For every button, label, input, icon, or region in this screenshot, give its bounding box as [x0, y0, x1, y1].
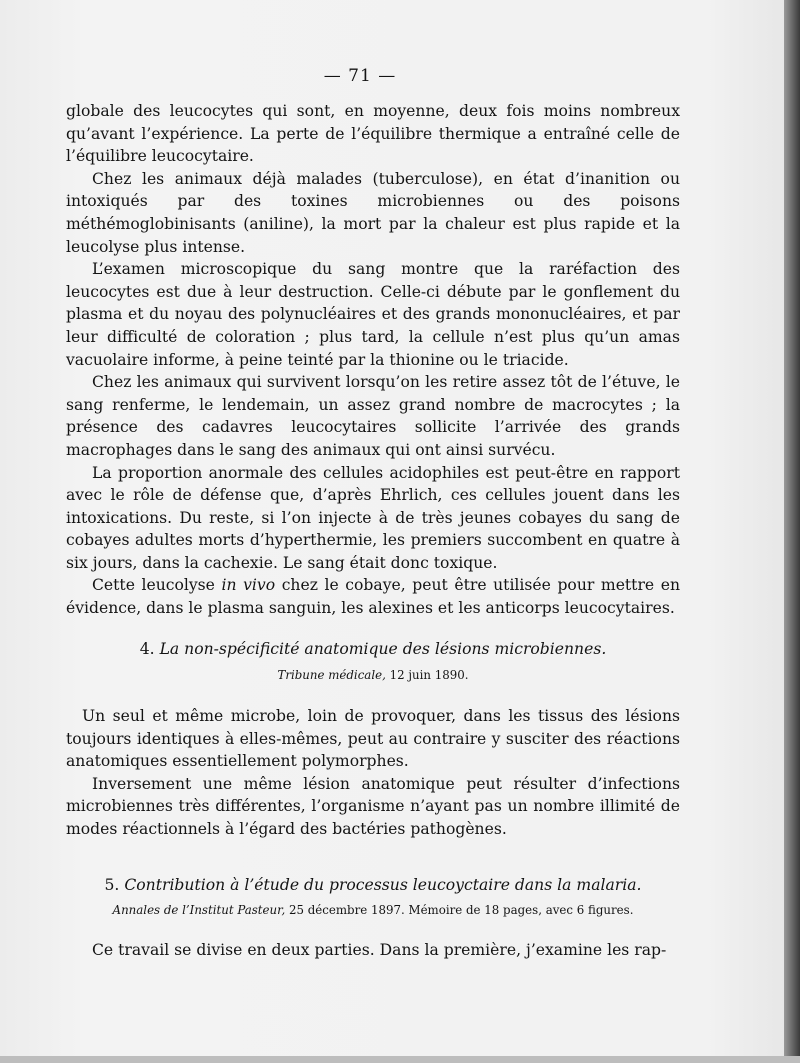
paragraph-work-division: Ce travail se divise en deux parties. Dans la première, j’examine les rap-	[92, 941, 667, 959]
page-bottom-edge	[0, 1056, 800, 1063]
body-text-section-4	[66, 705, 680, 841]
section-5-title: Contribution à l’étude du processus leucoyctaire dans la malaria.	[124, 876, 642, 894]
paragraph-leucolyse	[66, 574, 680, 619]
paragraph-sick-animals: Chez les animaux déjà malades (tuberculose), en état d’inanition ou intoxiqués par des toxines microbiennes ou des poisons méthémoglobinisants (aniline), la mort par la chaleur est plus rapide et la leucolyse plus intense.	[66, 169, 680, 256]
section-4-source	[66, 668, 680, 682]
section-5-details: 25 décembre 1897. Mémoire de 18 pages, avec 6 figures.	[285, 903, 634, 917]
section-4-date: 12 juin 1890.	[385, 668, 469, 682]
paragraph-inversely: Inversement une même lésion anatomique peut résulter d’infections microbiennes très différentes, l’organisme n’ayant pas un nombre illimité de modes réactionnels à l’égard des bactéries pathogènes.	[66, 774, 680, 838]
section-5-heading	[66, 876, 680, 894]
page-number: — 71 —	[323, 66, 397, 86]
section-5-number: 5.	[104, 876, 120, 894]
paragraph-continuation: globale des leucocytes qui sont, en moyenne, deux fois moins nombreux qu’avant l’expérience. La perte de l’équilibre thermique a entraîné celle de l’équilibre leucocytaire.	[66, 102, 680, 166]
paragraph-leucolyse-end: chez le cobaye, peut être utilisée pour mettre en évidence, dans le plasma sanguin, les alexines et les anticorps leucocytaires.	[66, 576, 680, 618]
section-4-heading	[66, 640, 680, 658]
section-5-source	[66, 903, 680, 917]
body-text-upper	[66, 100, 680, 620]
paragraph-survivors: Chez les animaux qui survivent lorsqu’on les retire assez tôt de l’étuve, le sang renferme, le lendemain, un assez grand nombre de macrocytes ; la présence des cadavres leucocytaires sollicite l’arrivée des grands macrophages dans le sang des animaux qui ont ainsi survécu.	[66, 373, 680, 459]
section-4-journal: Tribune médicale,	[277, 668, 386, 682]
in-vivo-italic: in vivo	[221, 576, 276, 595]
paragraph-leucolyse-start: Cette leucolyse	[92, 576, 222, 595]
paragraph-microscopic-exam: L’examen microscopique du sang montre que la raréfaction des leucocytes est due à leur destruction. Celle-ci débute par le gonflement du plasma et du noyau des polynucléaires et des grands mononucléaires, et par leur difficulté de coloration ; plus tard, la cellule n’est plus qu’un amas vacuolaire informe, à peine teinté par la thionine ou le triacide.	[66, 260, 680, 369]
section-4-title: La non-spécificité anatomique des lésions microbiennes.	[159, 640, 607, 658]
body-text-section-5	[66, 939, 680, 962]
page-edge-shadow	[784, 0, 800, 1063]
section-5-journal: Annales de l’Institut Pasteur,	[112, 903, 286, 917]
paragraph-polymorphism: Un seul et même microbe, loin de provoquer, dans les tissus des lésions toujours identiques à elles-mêmes, peut au contraire y susciter des réactions anatomiques essentiellement polymorphes.	[66, 707, 680, 771]
paragraph-acidophiles: La proportion anormale des cellules acidophiles est peut-être en rapport avec le rôle de défense que, d’après Ehrlich, ces cellules jouent dans les intoxications. Du reste, si l’on injecte à de très jeunes cobayes du sang de cobayes adultes morts d’hyperthermie, les premiers succombent en quatre à six jours, dans la cachexie. Le sang était donc toxique.	[66, 463, 680, 572]
section-4-number: 4.	[139, 640, 155, 658]
